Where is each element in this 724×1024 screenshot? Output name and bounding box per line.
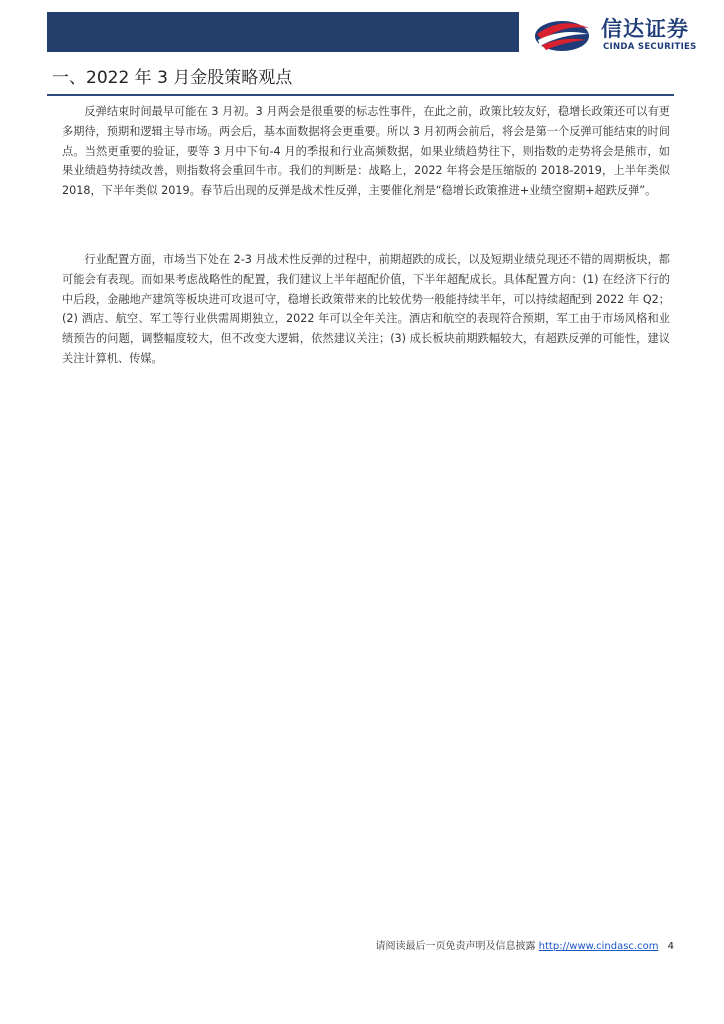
header-bar	[47, 12, 519, 52]
paragraph-1: 反弹结束时间最早可能在 3 月初。3 月两会是很重要的标志性事件，在此之前，政策比较友好，稳增长政策还可以有更多期待，预期和逻辑主导市场。两会后，基本面数据将会更重要。所以 3 月初两会前后，将会是第一个反弹可能结束的时间点。当然更重要的验证，要等 3 月中下旬-4 月的季报和行业高频数据，如果业绩趋势往下，则指数的走势将会是熊市，如果业绩趋势持续改善，则指数将会重回牛市。我们的判断是：战略上，2022 年将会是压缩版的 2018-2019，上半年类似 2018，下半年类似 2019。春节后出现的反弹是战术性反弹，主要催化剂是“稳增长政策推进+业绩空窗期+超跌反弹”。	[62, 105, 670, 198]
footer	[375, 940, 674, 954]
cinda-logo-icon	[532, 14, 592, 54]
page-number: 4	[667, 941, 674, 952]
logo-text-cn: 信达证券	[601, 17, 689, 41]
logo-text-en: CINDA SECURITIES	[603, 42, 697, 52]
title-divider	[47, 94, 674, 96]
paragraph-2: 行业配置方面，市场当下处在 2-3 月战术性反弹的过程中，前期超跌的成长，以及短期业绩兑现还不错的周期板块，都可能会有表现。而如果考虑战略性的配置，我们建议上半年超配价值，下半年超配成长。具体配置方向：(1) 在经济下行的中后段，金融地产建筑等板块进可攻退可守，稳增长政策带来的比较优势一般能持续半年，可以持续超配到 2022 年 Q2；(2) 酒店、航空、军工等行业供需周期独立，2022 年可以全年关注。酒店和航空的表现符合预期，军工由于市场风格和业绩预告的问题，调整幅度较大，但不改变大逻辑，依然建议关注；(3) 成长板块前期跌幅较大，有超跌反弹的可能性，建议关注计算机、传媒。	[62, 253, 670, 365]
footer-website-link[interactable]: http://www.cindasc.com	[538, 941, 659, 952]
section-title: 一、2022 年 3 月金股策略观点	[52, 68, 293, 88]
footer-disclaimer: 请阅读最后一页免责声明及信息披露	[375, 941, 536, 952]
